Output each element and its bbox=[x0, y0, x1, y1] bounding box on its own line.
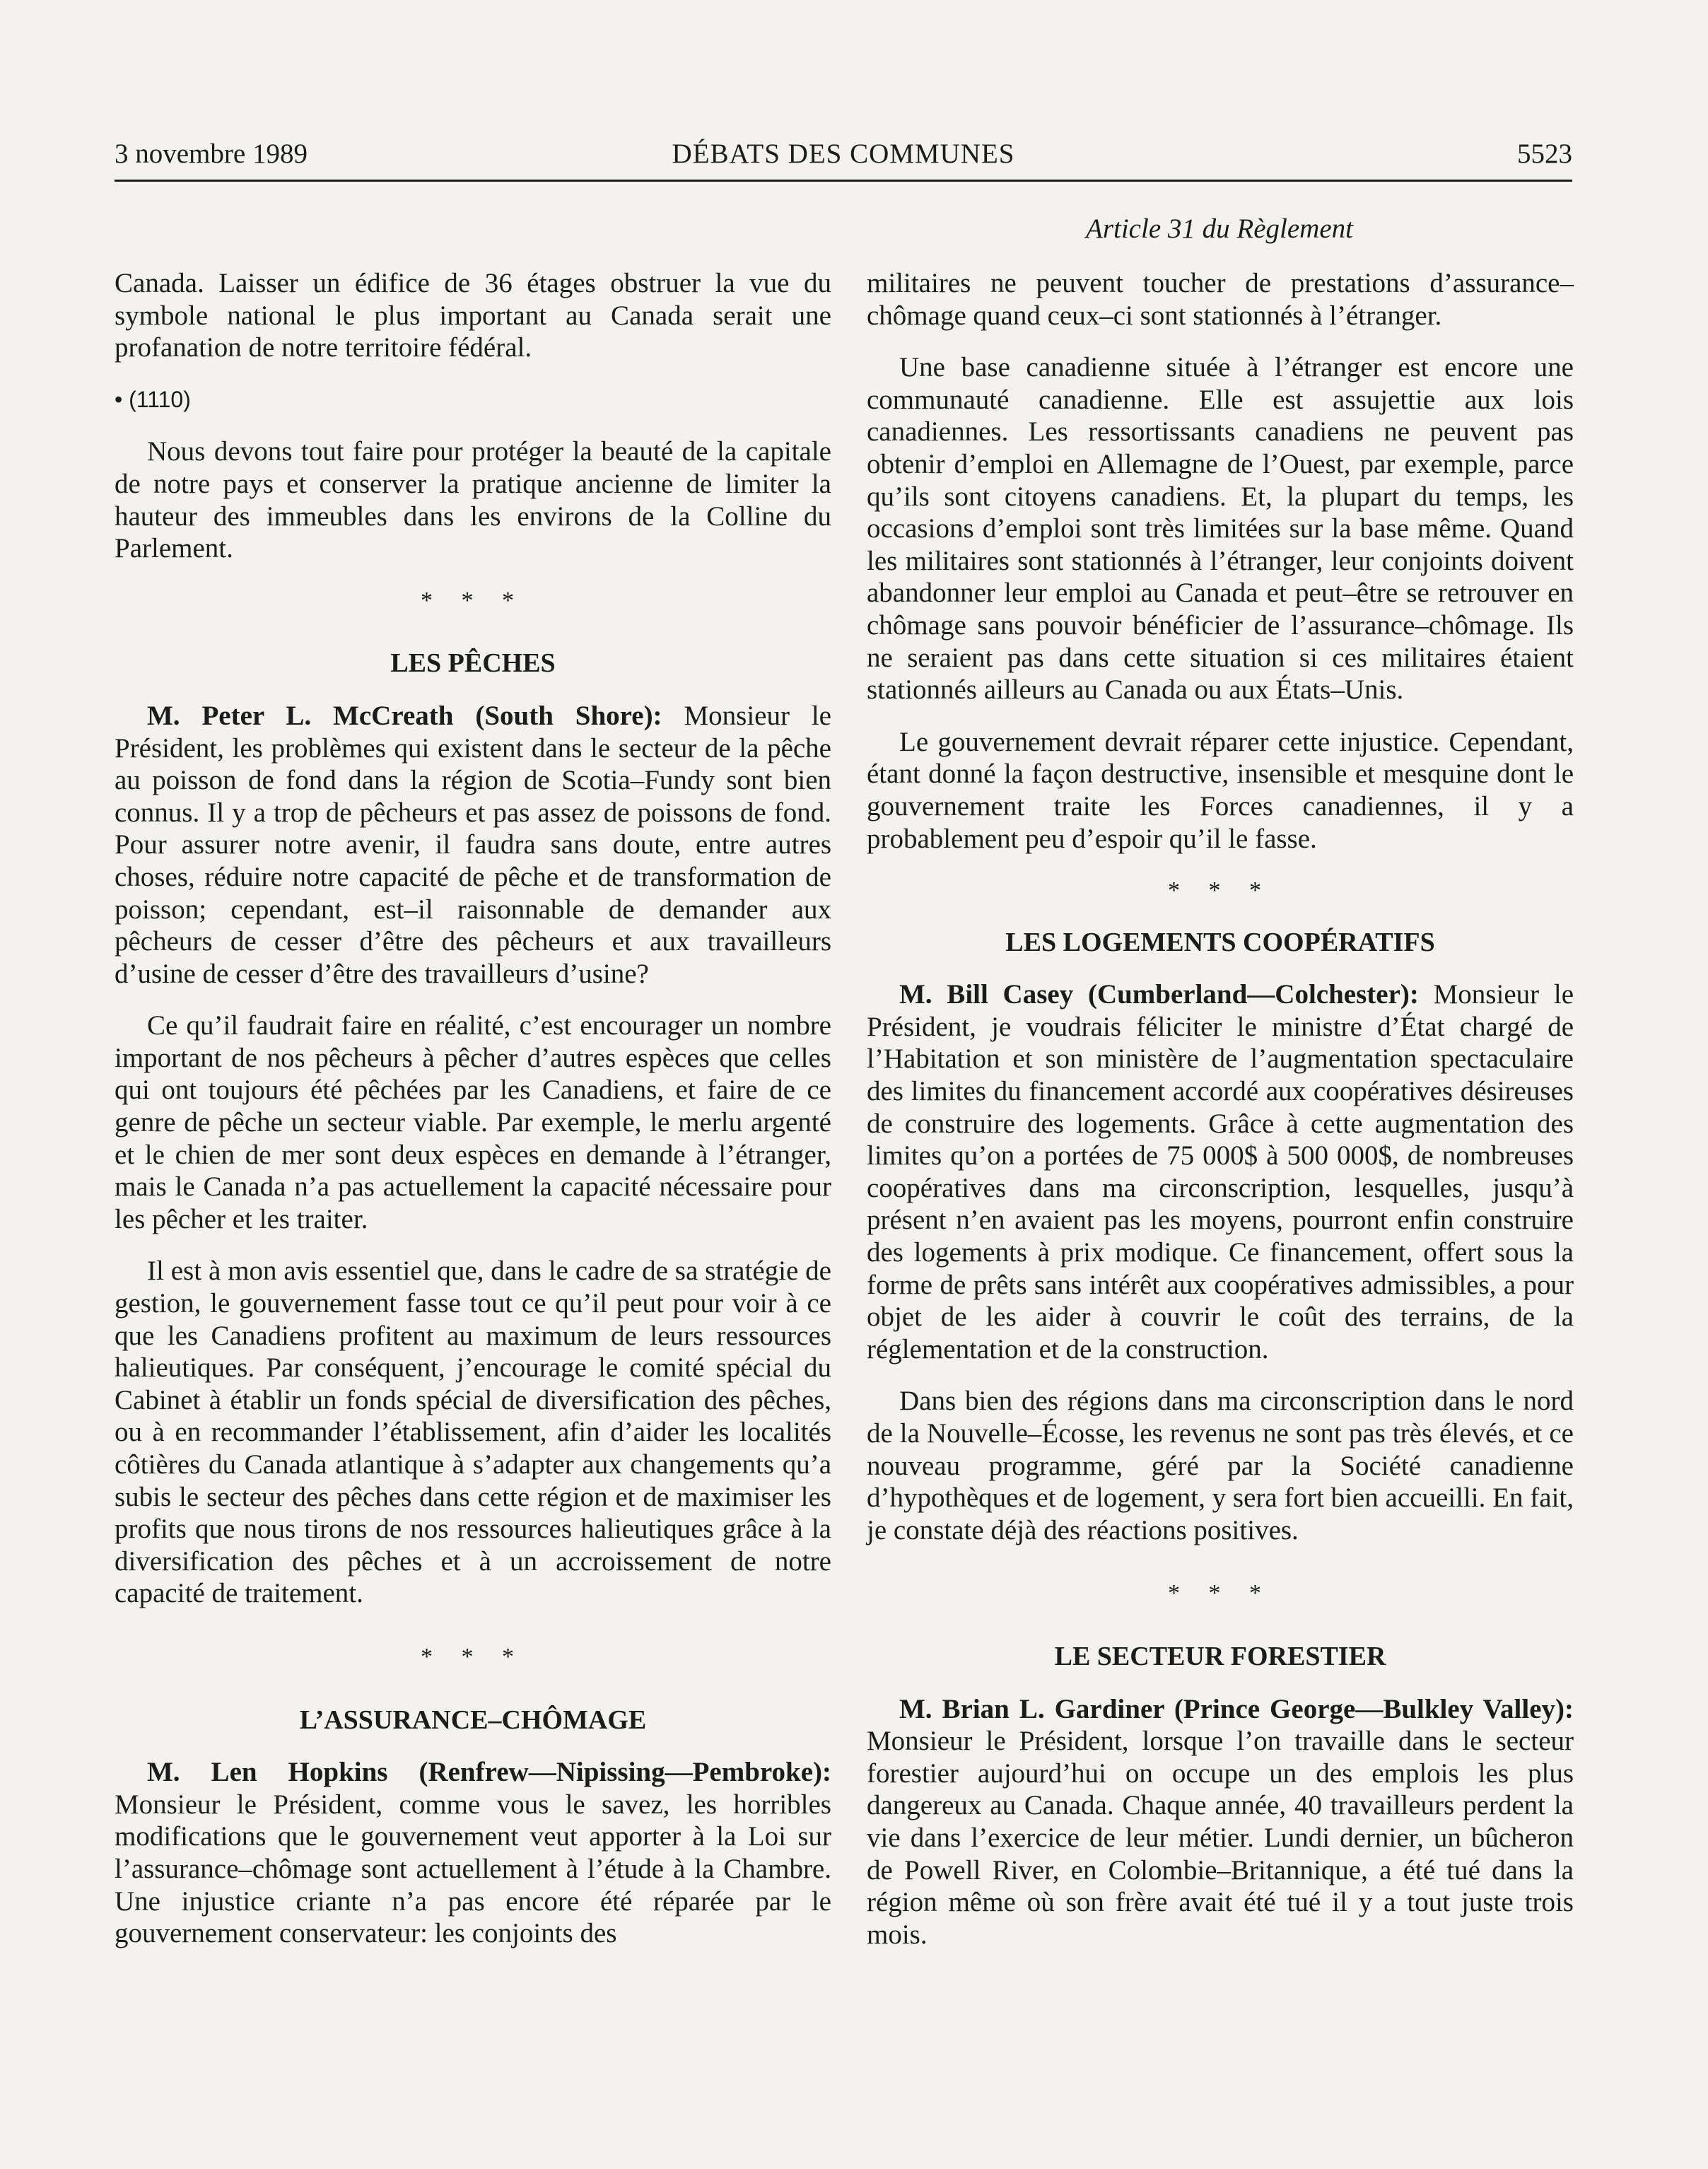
statement-paragraph bbox=[867, 978, 1574, 1365]
paragraph: Il est à mon avis essentiel que, dans le cadre de sa stratégie de gestion, le gouvernement fasse tout ce qu’il peut pour voir à ce que les Canadiens profitent au maximum de leurs ressources halieutiques. Par conséquent, j’encourage le comité spécial du Cabinet à établir un fonds spécial de diversification des pêches, ou à en recommander l’établissement, afin d’aider les localités côtières du Canada atlantique à s’adapter aux changements qu’a subis le secteur des pêches dans cette région et de maximiser les profits que nous tirons de nos ressources halieutiques grâce à la diversification des pêches et à un accroissement de notre capacité de traitement. bbox=[115, 1256, 831, 1609]
header-title: DÉBATS DES COMMUNES bbox=[672, 139, 1015, 169]
statement-text: Monsieur le Président, lorsque l’on travaille dans le secteur forestier aujourd’hui on occupe un des emplois les plus dangereux au Canada. Chaque année, 40 travailleurs perdent la vie dans l’exercice de leur métier. Lundi dernier, un bûcheron de Powell River, en Colombie–Britannique, a été tué dans la région même où son frère avait été tué il y a tout juste trois mois. bbox=[867, 1726, 1574, 1950]
paragraph: Le gouvernement devrait réparer cette injustice. Cependant, étant donné la façon destructive, insensible et mesquine dont le gouvernement traite les Forces canadiennes, il y a probablement peu d’espoir qu’il le fasse. bbox=[867, 726, 1574, 854]
section-heading: LE SECTEUR FORESTIER bbox=[1054, 1641, 1386, 1671]
section-separator: * * * bbox=[1168, 1580, 1273, 1607]
section-heading: LES PÊCHES bbox=[390, 648, 556, 679]
paragraph: Ce qu’il faudrait faire en réalité, c’est encourager un nombre important de nos pêcheurs à pêcher d’autres espèces que celles qui ont toujours été pêchées par les Canadiens, et faire de ce genre de pêche un secteur viable. Par exemple, le merlu argenté et le chien de mer sont deux espèces en demande à l’étranger, mais le Canada n’a pas actuellement la capacité nécessaire pour les pêcher et les traiter. bbox=[115, 1010, 831, 1234]
speaker-name: M. Bill Casey (Cumberland—Colchester): bbox=[899, 979, 1419, 1010]
paragraph: militaires ne peuvent toucher de prestations d’assurance–chômage quand ceux–ci sont stationnés à l’étranger. bbox=[867, 268, 1574, 331]
time-marker: • (1110) bbox=[115, 386, 191, 412]
left-column bbox=[115, 267, 831, 1950]
statement-paragraph bbox=[115, 700, 831, 990]
speaker-name: M. Brian L. Gardiner (Prince George—Bulkley Valley): bbox=[899, 1693, 1574, 1724]
speaker-name: M. Peter L. McCreath (South Shore): bbox=[147, 700, 662, 731]
header-rule bbox=[115, 180, 1572, 182]
statement-text: Monsieur le Président, comme vous le savez, les horribles modifications que le gouvernement veut apporter à la Loi sur l’assurance–chômage sont actuellement à l’étude à la Chambre. Une injustice criante n’a pas encore été réparée par le gouvernement conservateur: les conjoints des bbox=[115, 1789, 831, 1949]
section-heading: L’ASSURANCE–CHÔMAGE bbox=[299, 1705, 647, 1735]
section-separator: * * * bbox=[421, 1643, 525, 1670]
paragraph: Nous devons tout faire pour protéger la beauté de la capitale de notre pays et conserver la pratique ancienne de limiter la hauteur des immeubles dans les environs de la Colline du Parlement. bbox=[115, 436, 831, 564]
paragraph: Une base canadienne située à l’étranger est encore une communauté canadienne. Elle est assujettie aux lois canadiennes. Les ressortissants canadiens ne peuvent pas obtenir d’emploi en Allemagne de l’Ouest, par exemple, parce qu’ils sont citoyens canadiens. Et, la plupart du temps, les occasions d’emploi sont très limitées sur la base même. Quand les militaires sont stationnés à l’étranger, leur conjoints doivent abandonner leur emploi au Canada et peut–être se retrouver en chômage sans pouvoir bénéficier de l’assurance–chômage. Ils ne seraient pas dans cette situation si ces militaires étaient stationnés ailleurs au Canada ou aux États–Unis. bbox=[867, 352, 1574, 706]
speaker-name: M. Len Hopkins (Renfrew—Nipissing—Pembroke): bbox=[147, 1757, 831, 1788]
right-column bbox=[867, 267, 1574, 1951]
statement-paragraph bbox=[867, 1693, 1574, 1951]
statement-paragraph bbox=[115, 1756, 831, 1950]
section-subheader: Article 31 du Règlement bbox=[1086, 214, 1353, 244]
statement-text: Monsieur le Président, je voudrais féliciter le ministre d’État chargé de l’Habitation et son ministère de l’augmentation spectaculaire des limites du financement accordé aux coopératives désireuses de construire des logements. Grâce à cette augmentation des limites qu’on a portées de 75 000$ à 500 000$, de nombreuses coopératives dans ma circonscription, lesquelles, jusqu’à présent n’en avaient pas les moyens, pourront enfin construire des logements à prix modique. Ce financement, offert sous la forme de prêts sans intérêt aux coopératives admissibles, a pour objet de les aider à couvrir le coût des terrains, de la réglementation et de la construction. bbox=[867, 979, 1574, 1364]
header-page-number: 5523 bbox=[1517, 139, 1572, 169]
statement-text: Monsieur le Président, les problèmes qui existent dans le secteur de la pêche au poisson de fond dans la région de Scotia–Fundy sont bien connus. Il y a trop de pêcheurs et pas assez de poissons de fond. Pour assurer notre avenir, il faudra sans doute, entre autres choses, réduire notre capacité de pêche et de transformation de poisson; cependant, est–il raisonnable de demander aux pêcheurs de cesser d’être des pêcheurs et aux travailleurs d’usine de cesser d’être des travailleurs d’usine? bbox=[115, 700, 831, 989]
section-separator: * * * bbox=[421, 587, 525, 614]
header-date: 3 novembre 1989 bbox=[115, 139, 308, 169]
section-separator: * * * bbox=[1168, 877, 1273, 904]
section-heading: LES LOGEMENTS COOPÉRATIFS bbox=[1005, 927, 1435, 957]
paragraph: Dans bien des régions dans ma circonscription dans le nord de la Nouvelle–Écosse, les revenus ne sont pas très élevés, et ce nouveau programme, géré par la Société canadienne d’hypothèques et de logement, y sera fort bien accueilli. En fait, je constate déjà des réactions positives. bbox=[867, 1386, 1574, 1545]
paragraph: Canada. Laisser un édifice de 36 étages obstruer la vue du symbole national le plus important au Canada serait une profanation de notre territoire fédéral. bbox=[115, 268, 831, 363]
